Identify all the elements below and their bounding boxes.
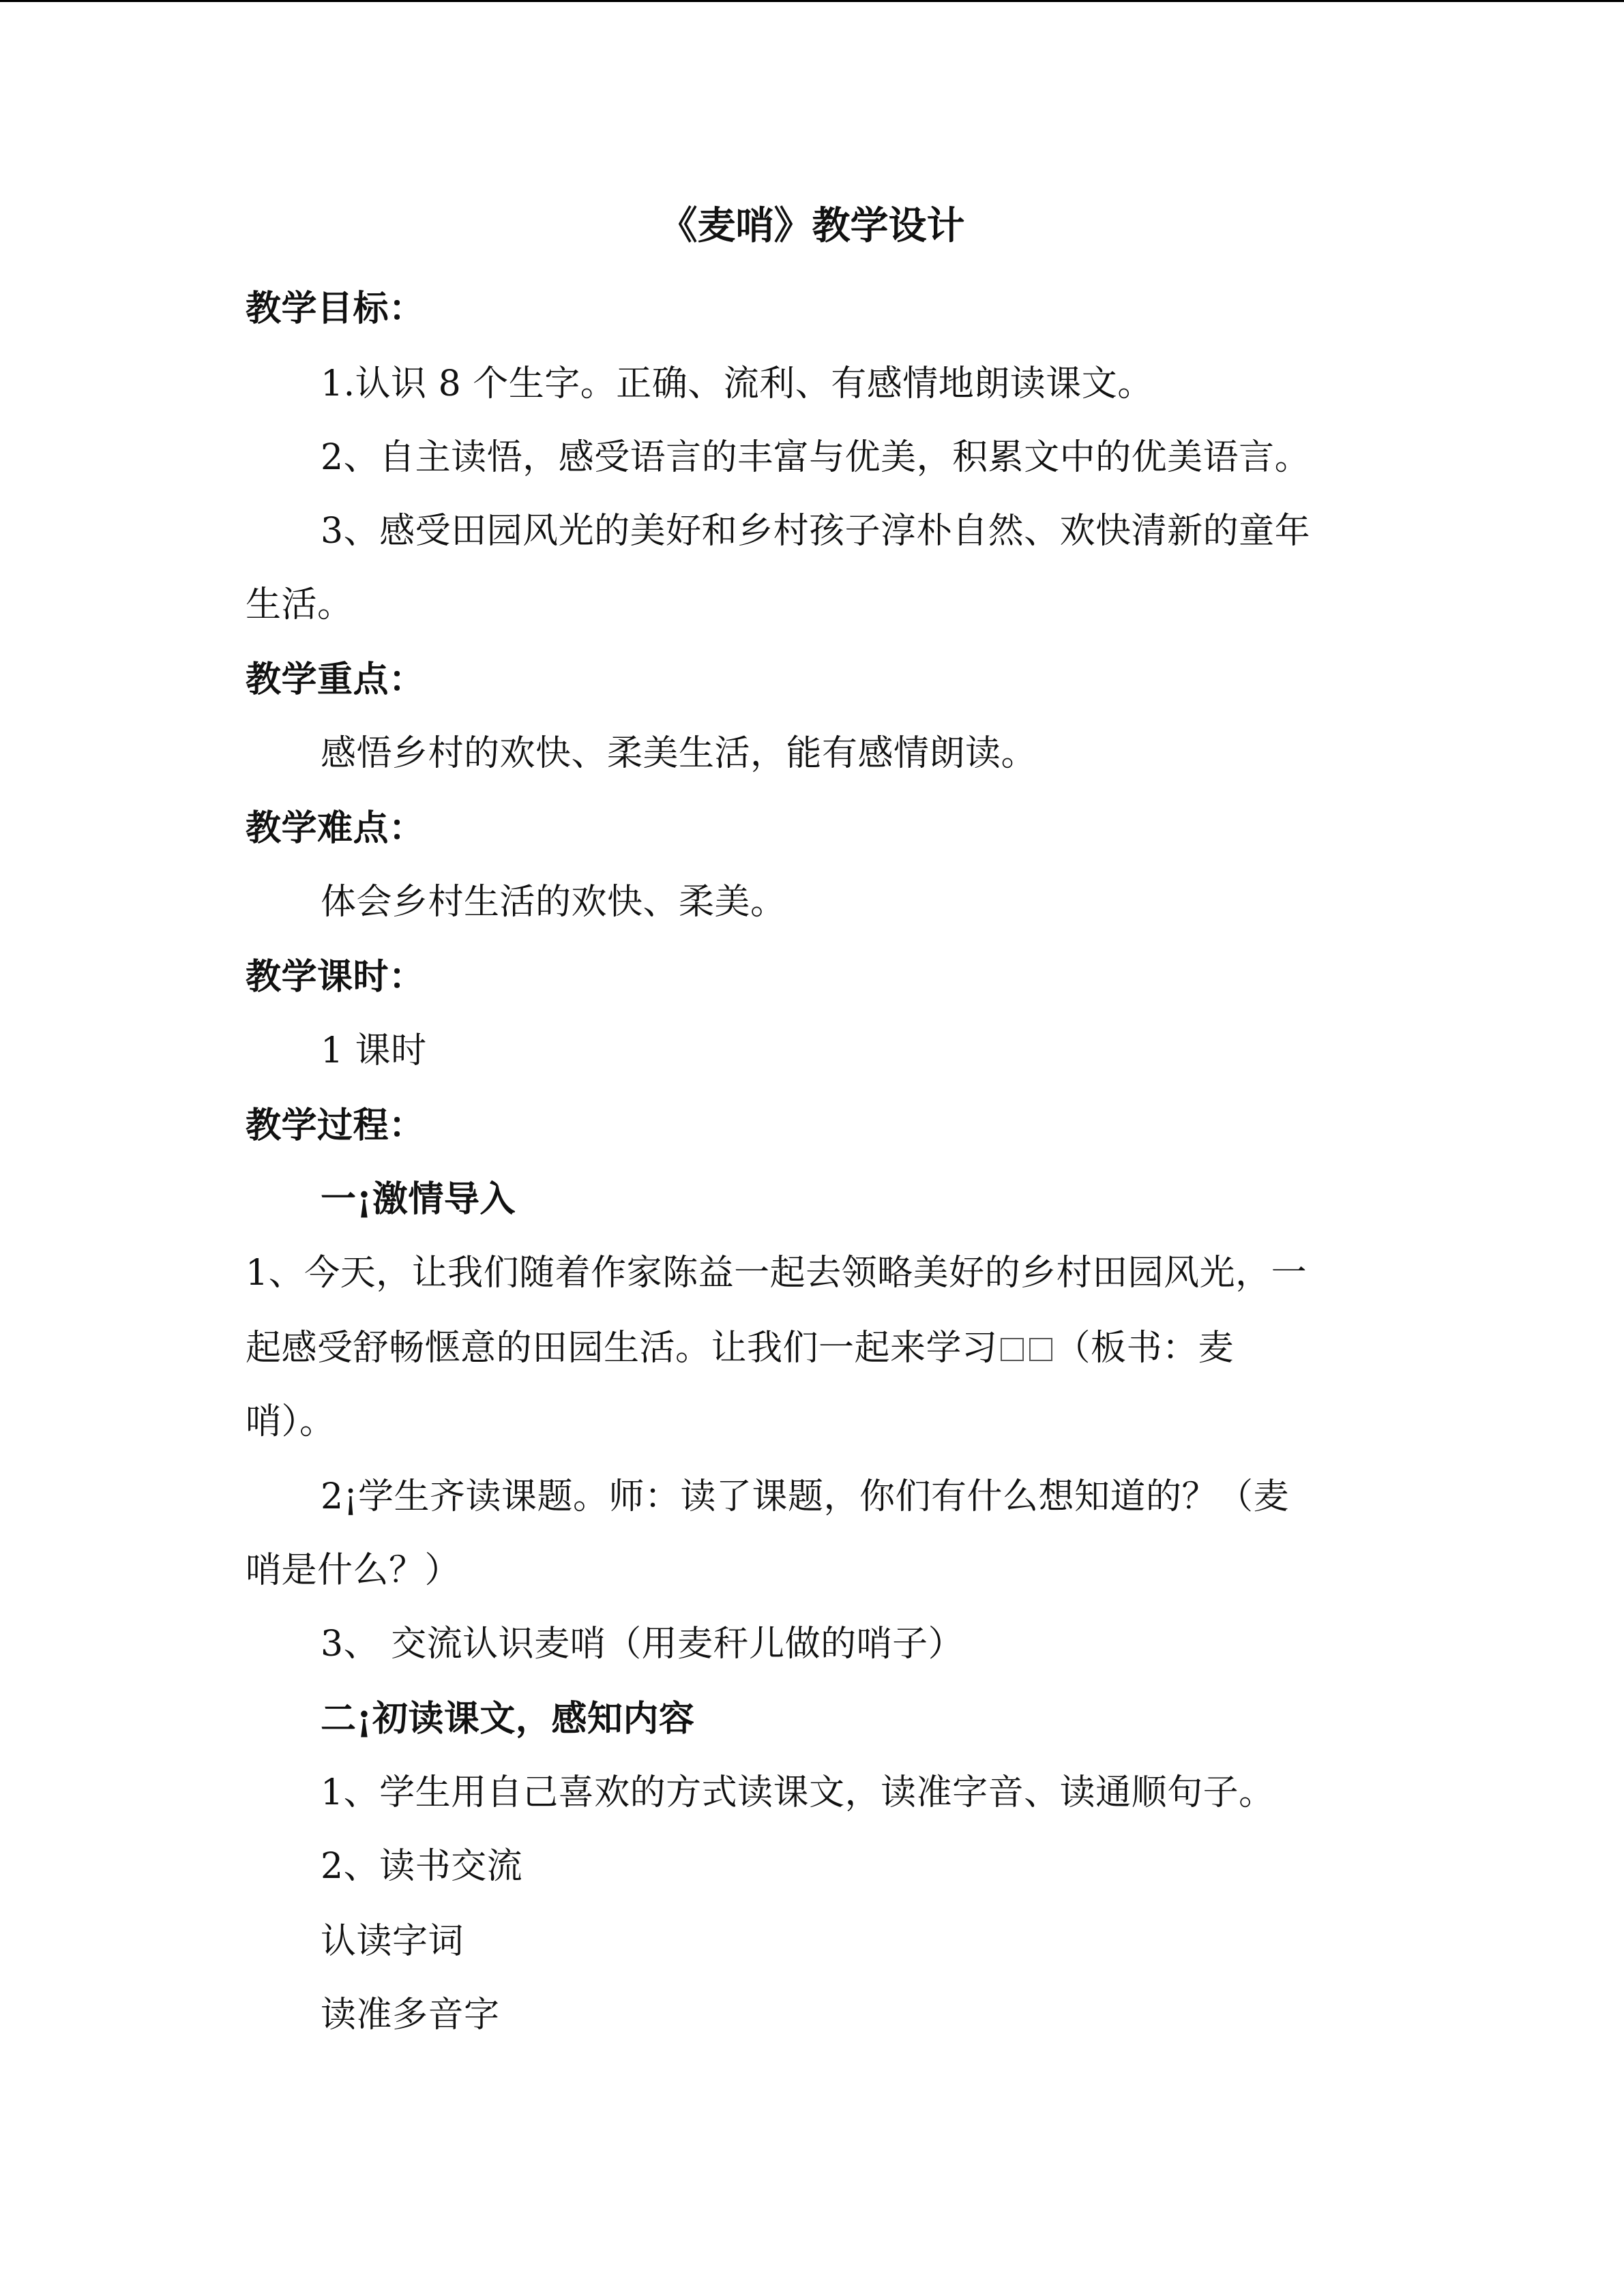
step-2-item-2: 2、读书交流 xyxy=(321,1846,523,1887)
missing-glyph-box xyxy=(1001,1338,1024,1361)
missing-glyph-box xyxy=(1029,1338,1052,1361)
key-points-text: 感悟乡村的欢快、柔美生活，能有感情朗读。 xyxy=(321,733,1037,774)
goals-heading: 教学目标： xyxy=(246,288,425,329)
step-2-heading: 二¡初读课文，感知内容 xyxy=(321,1698,695,1740)
goal-item-1: 1.认识 8 个生字。正确、流利、有感情地朗读课文。 xyxy=(321,363,1153,404)
difficulty-heading: 教学难点： xyxy=(246,807,425,849)
step-1-heading: 一¡激情导入 xyxy=(321,1178,516,1220)
step-2-item-3: 认读字词 xyxy=(321,1921,464,1962)
class-hours-heading: 教学课时： xyxy=(246,956,425,998)
step-2-item-4: 读准多音字 xyxy=(321,1995,500,2036)
goal-item-3-line-1: 3、感受田园风光的美好和乡村孩子淳朴自然、欢快清新的童年 xyxy=(321,511,1311,552)
step-1-item-1-line-1: 1、今天，让我们随着作家陈益一起去领略美好的乡村田园风光，一 xyxy=(246,1253,1308,1294)
step-1-item-2-line-1: 2¡学生齐读课题。师：读了课题，你们有什么想知道的？（麦 xyxy=(321,1476,1289,1517)
step-1-item-1-line-2 xyxy=(246,1317,1234,1379)
goal-item-3-line-2: 生活。 xyxy=(246,584,353,625)
step-2-item-1: 1、学生用自己喜欢的方式读课文，读准字音、读通顺句子。 xyxy=(321,1772,1275,1813)
document-title: 《麦哨》教学设计 xyxy=(659,203,965,248)
key-points-heading: 教学重点： xyxy=(246,659,425,700)
class-hours-text: 1 课时 xyxy=(321,1030,427,1071)
step-1-item-2-line-2: 哨是什么？） xyxy=(246,1550,461,1591)
step-1-item-3: 3、 交流认识麦哨（用麦秆儿做的哨子） xyxy=(321,1624,964,1665)
goal-item-2: 2、自主读悟，感受语言的丰富与优美，积累文中的优美语言。 xyxy=(321,437,1311,478)
difficulty-text: 体会乡村生活的欢快、柔美。 xyxy=(321,882,786,923)
step-1-item-1-line-2-text: 起感受舒畅惬意的田园生活。让我们一起来学习 xyxy=(246,1328,998,1369)
process-heading: 教学过程： xyxy=(246,1105,425,1146)
step-1-item-1-line-2-suffix: （板书：麦 xyxy=(1054,1328,1235,1369)
step-1-item-1-line-3: 哨）。 xyxy=(246,1401,336,1442)
